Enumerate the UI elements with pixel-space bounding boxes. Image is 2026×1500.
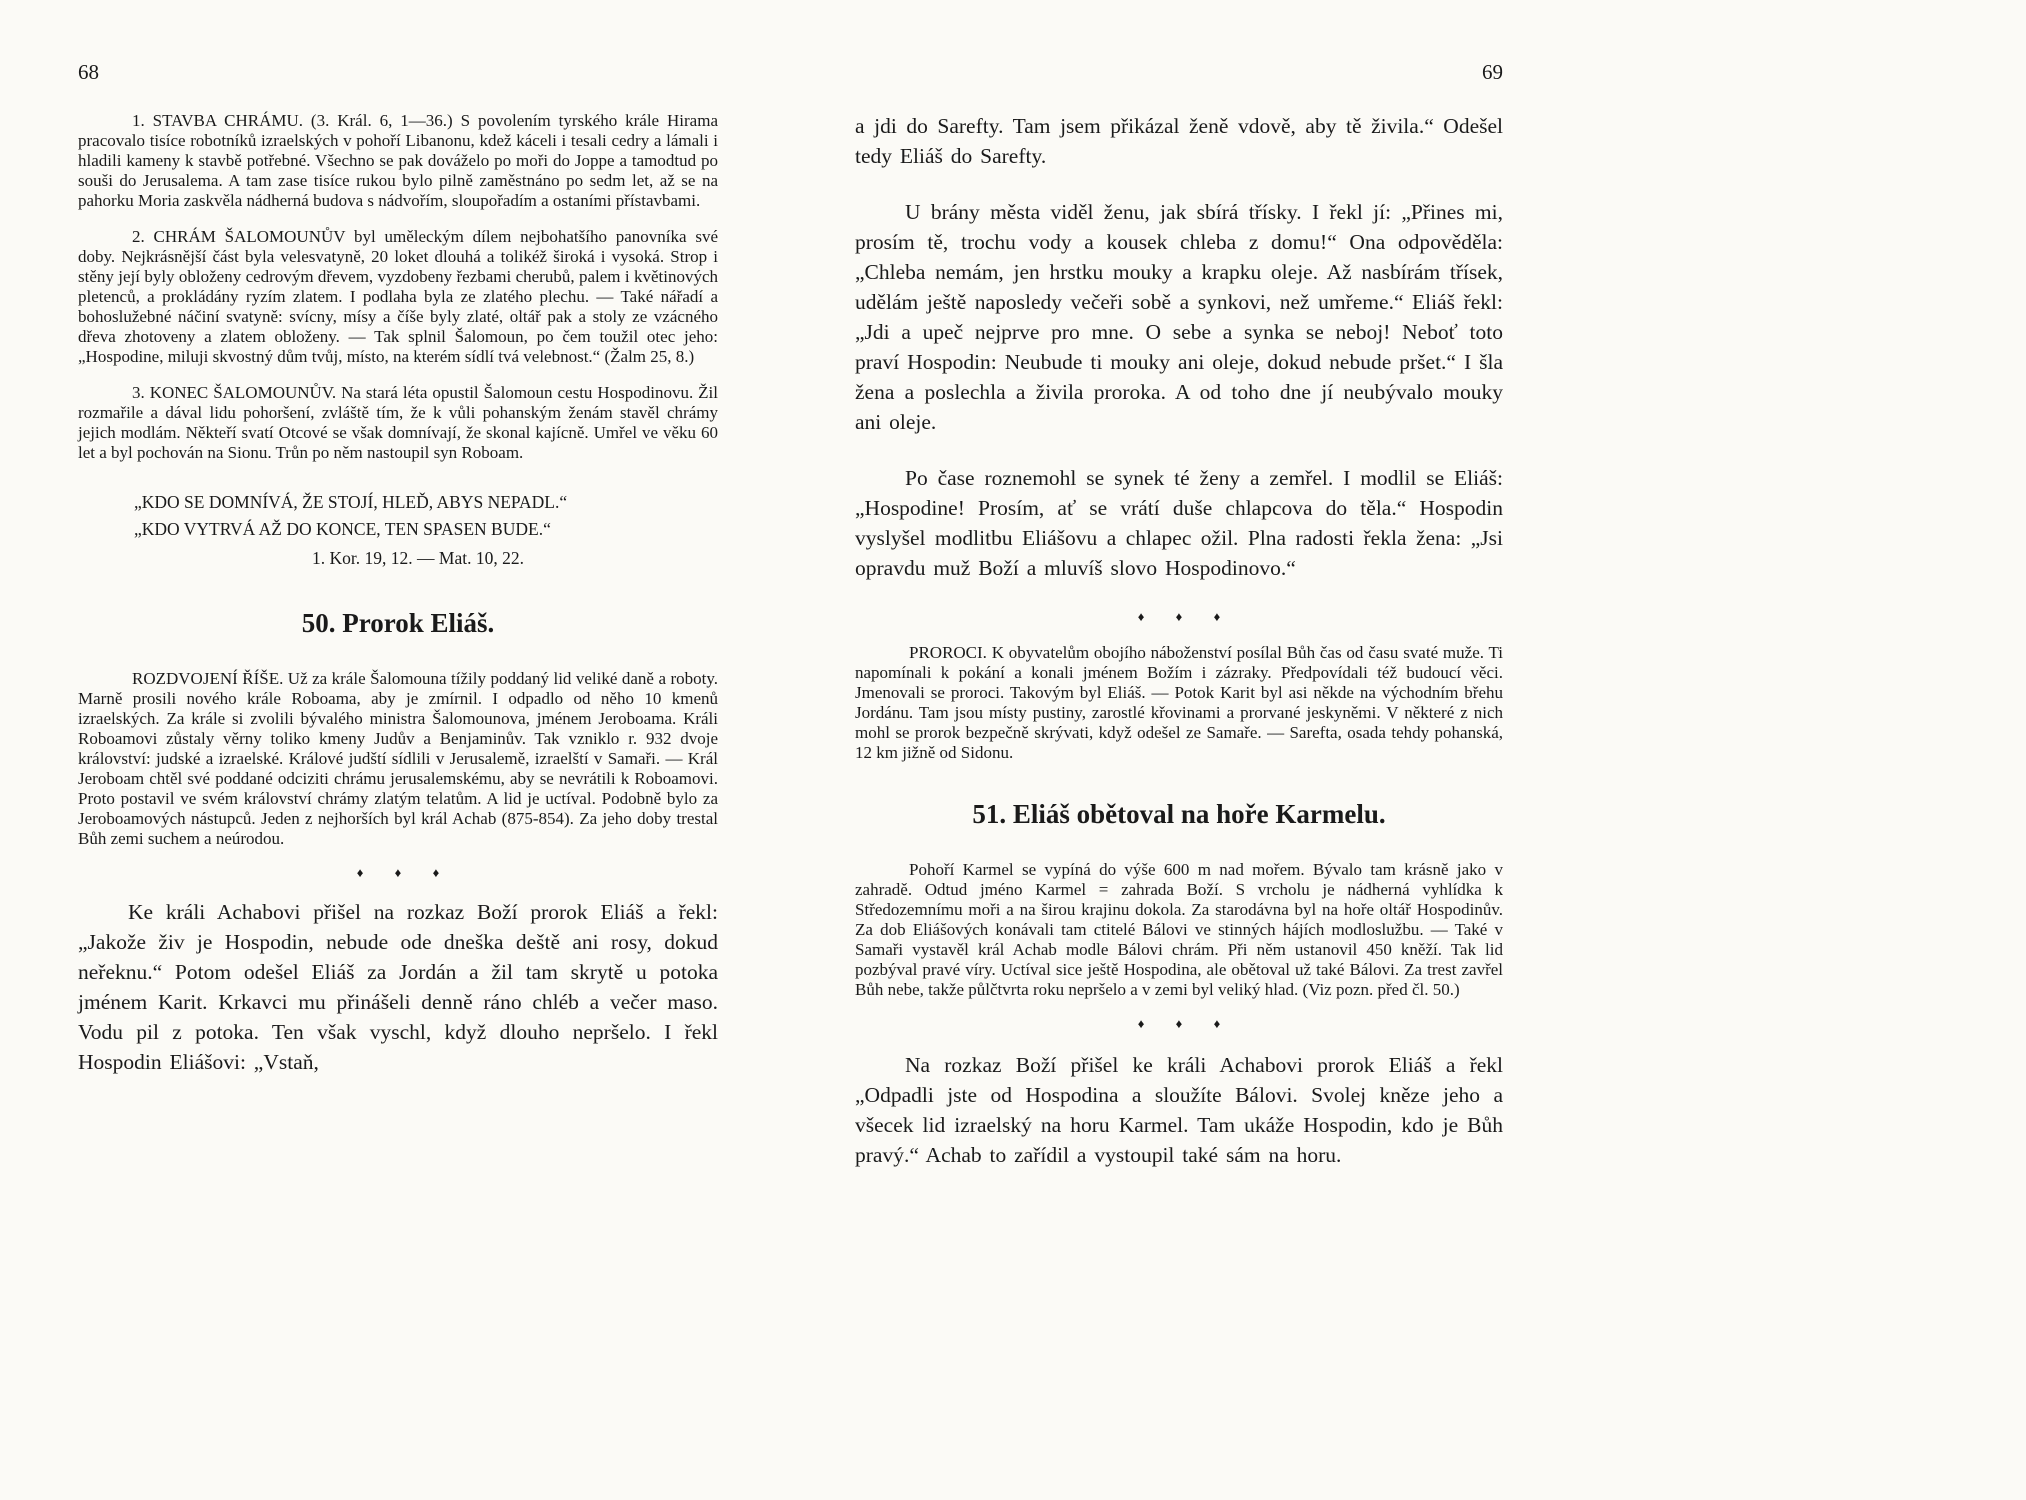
story-paragraph-vdova: U brány města viděl ženu, jak sbírá třísky. I řekl jí: „Přines mi, prosím tě, trochu vody a kousek chleba z domu!“ Ona odpověděla: „Chleba nemám, jen hrstku mouky a krapku oleje. Až nasbírám třísek, udělám ještě naposledy večeři sobě a synkovi, než umřeme.“ Eliáš řekl: „Jdi a upeč nejprve pro mne. O sebe a synka se neboj! Neboť toto praví Hospodin: Neubude ti mouky ani oleje, dokud nebude pršet.“ I šla žena a poslechla a živila proroka. A od toho dne jí neubývalo mouky ani oleje. <box>855 200 1503 434</box>
section-karmel: Pohoří Karmel se vypíná do výše 600 m nad mořem. Bývalo tam krásně jako v zahradě. Odtud jméno Karmel = zahrada Boží. S vrcholu je nádherná vyhlídka k Středozemnímu moři a na širou krajinu dokola. Za starodávna byl na hoře oltář Hospodinův. Za dob Eliášových konávali tam ctitelé Bálovi ve stinných hájích modloslužbu. — Také v Samaři vystavěl král Achab modle Bálovi chrám. Při něm ustanovil 450 kněží. Tak lid pozbýval pravé víry. Uctíval sice ještě Hospodina, ale obětoval už také Bálovi. Za trest zavřel Bůh nebe, takže půlčtvrta roku nepršelo a v zemi byl veliký hlad. (Viz pozn. před čl. 50.) <box>855 860 1503 999</box>
memory-verse-1: „KDO SE DOMNÍVÁ, ŽE STOJÍ, HLEĎ, ABYS NEPADL.“ <box>134 492 568 512</box>
chapter-50-heading: 50. Prorok Eliáš. <box>301 608 495 638</box>
right-page <box>855 60 1503 1196</box>
section-stavba-chramu: 1. STAVBA CHRÁMU. (3. Král. 6, 1—36.) S povolením tyrského krále Hirama pracovalo tisíce robotníků izraelských v pohoří Libanonu, kdež káceli i tesali cedry a lámali i hladili kameny k stavbě potřebné. Všechno se pak dováželo po moři do Joppe a tamodtud po souši do Jerusalema. A tam zase tisíce rukou bylo pilně zaměstnáno po sedm let, až se na pahorku Moria zaskvěla nádherná budova s nádvořím, sloupořadím a ostaními přístavbami. <box>78 111 718 210</box>
section-proroci: PROROCI. K obyvatelům obojího náboženství posílal Bůh čas od času svaté muže. Ti napomínali k pokání a konali jménem Božím i zázraky. Předpovídali též budoucí věci. Jmenovali se proroci. Takovým byl Eliáš. — Potok Karit byl asi někde na východním břehu Jordánu. Tam jsou místy pustiny, zarostlé křovinami a prorvané jeskyněmi. V některé z nich mohl se prorok bezpečně skrývati, když odešel ze Samaře. — Sarefta, osada tehdy pohanská, 12 km jižně od Sidonu. <box>855 643 1503 762</box>
chapter-51-heading: 51. Eliáš obětoval na hoře Karmelu. <box>972 799 1386 829</box>
section-separator-ornament: ♦ ♦ ♦ <box>356 865 454 880</box>
section-rozdvojeni-rise: ROZDVOJENÍ ŘÍŠE. Už za krále Šalomouna tížily poddaný lid veliké daně a roboty. Marně prosili nového krále Roboama, aby je zmírnil. I odpadlo od něho 10 kmenů izraelských. Za krále si zvolili bývalého ministra Šalomounova, jménem Jeroboama. Králi Roboamovi zůstaly věrny toliko kmeny Judův a Benjaminův. Tak vzniklo r. 932 dvoje království: judské a izraelské. Králové judští sídlili v Jerusalemě, izraelští v Samaři. — Král Jeroboam chtěl své poddané odciziti chrámu jerusalemskému, aby se nevrátili k Roboamovi. Proto postavil ve svém království chrámy zlatým telatům. A lid je uctíval. Podobně bylo za Jeroboamových nástupců. Jeden z nejhorších byl král Achab (875-854). Za jeho doby trestal Bůh zemi suchem a neúrodou. <box>78 669 718 848</box>
story-paragraph-sarefta-continuation: a jdi do Sarefty. Tam jsem přikázal ženě vdově, aby tě živila.“ Odešel tedy Eliáš do Sarefty. <box>855 114 1503 168</box>
memory-verse-2: „KDO VYTRVÁ AŽ DO KONCE, TEN SPASEN BUDE.“ <box>134 519 551 539</box>
section-separator-ornament: ♦ ♦ ♦ <box>1137 1016 1235 1031</box>
section-separator-ornament: ♦ ♦ ♦ <box>1137 609 1235 624</box>
memory-verse-block <box>78 489 718 572</box>
section-konec-salomounuv: 3. KONEC ŠALOMOUNŮV. Na stará léta opustil Šalomoun cestu Hospodinovu. Žil rozmařile a dával lidu pohoršení, zvláště tím, že k vůli pohanským ženám stavěl chrámy jejich modlám. Někteří svatí Otcové se však domnívají, že skonal kajícně. Umřel ve věku 60 let a byl pochován na Sionu. Trůn po něm nastoupil syn Roboam. <box>78 383 718 462</box>
section-chram-salomounuv: 2. CHRÁM ŠALOMOUNŮV byl uměleckým dílem nejbohatšího panovníka své doby. Nejkrásnější část byla velesvatyně, 20 loket dlouhá a tolikéž široká i vysoká. Strop i stěny její byly obloženy cedrovým dřevem, vyzdobeny řezbami cherubů, palem i květinových pletenců, a prokládány ryzím zlatem. I podlaha byla ze zlatého plechu. — Také nářadí a bohoslužebné náčiní svatyně: svícny, mísy a číše byly zlaté, oltář pak a stoly ze vzácného dřeva zhotoveny a zlatem obloženy. — Tak splnil Šalomoun, po čem toužil otec jeho: „Hospodine, miluji skvostný dům tvůj, místo, na kterém sídlí tvá velebnost.“ (Žalm 25, 8.) <box>78 227 718 366</box>
story-paragraph-elias-achab: Ke králi Achabovi přišel na rozkaz Boží prorok Eliáš a řekl: „Jakože živ je Hospodin, nebude ode dneška deště ani rosy, dokud neřeknu.“ Potom odešel Eliáš za Jordán a žil tam skrytě u potoka jménem Karit. Krkavci mu přinášeli denně ráno chléb a večer maso. Vodu pil z potoka. Ten však vyschl, když dlouho nepršelo. I řekl Hospodin Eliášovi: „Vstaň, <box>78 900 718 1074</box>
story-paragraph-vzkriseni-synka: Po čase roznemohl se synek té ženy a zemřel. I modlil se Eliáš: „Hospodine! Prosím, ať se vrátí duše chlapcova do těla.“ Hospodin vyslyšel modlitbu Eliášovu a chlapec ožil. Plna radosti řekla žena: „Jsi opravdu muž Boží a mluvíš slovo Hospodinovo.“ <box>855 466 1503 580</box>
left-page <box>78 60 718 1103</box>
memory-verse-reference: 1. Kor. 19, 12. — Mat. 10, 22. <box>312 548 524 568</box>
page-number-left: 68 <box>78 60 99 84</box>
story-paragraph-rozkaz-bozi: Na rozkaz Boží přišel ke králi Achabovi prorok Eliáš a řekl „Odpadli jste od Hospodina a sloužíte Bálovi. Svolej kněze jeho a všecek lid izraelský na horu Karmel. Tam ukáže Hospodin, kdo je Bůh pravý.“ Achab to zařídil a vystoupil také sám na horu. <box>855 1053 1503 1167</box>
page-number-right: 69 <box>1482 60 1503 84</box>
